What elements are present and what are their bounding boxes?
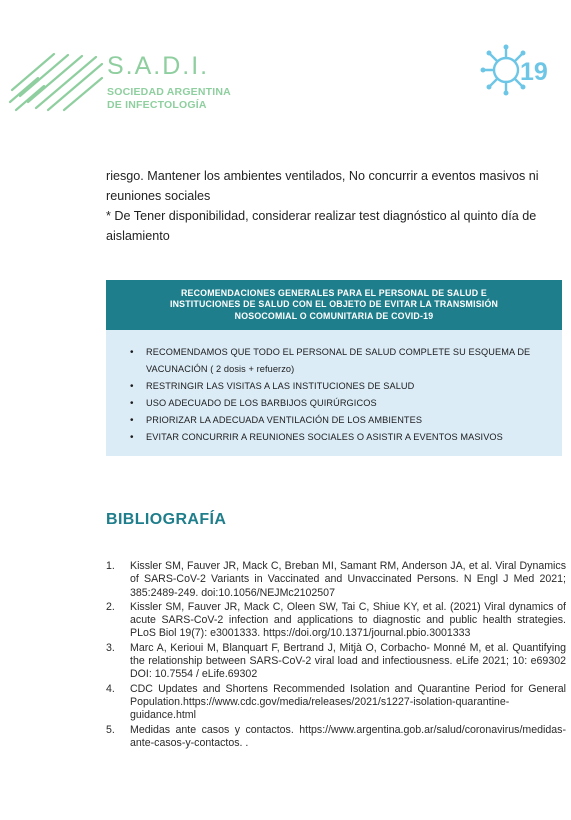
- recommendations-box: [106, 280, 562, 456]
- recommendations-title-line2: INSTITUCIONES DE SALUD CON EL OBJETO DE EVITAR LA TRANSMISIÓN: [169, 299, 499, 310]
- recommendation-item: [130, 344, 552, 378]
- sadi-logo-icon: [8, 50, 104, 116]
- entry-number: 3.: [106, 641, 115, 654]
- recommendations-title: [170, 288, 498, 323]
- entry-text: Medidas ante casos y contactos. https://www.argentina.gob.ar/salud/coronavirus/medidas-ante-casos-y-contactos. .: [130, 723, 566, 749]
- recommendations-title-line1: RECOMENDACIONES GENERALES PARA EL PERSONAL DE SALUD E: [181, 287, 487, 298]
- recommendations-header: [106, 280, 562, 330]
- recommendation-text: USO ADECUADO DE LOS BARBIJOS QUIRÚRGICOS: [146, 398, 377, 408]
- recommendation-item: [130, 395, 552, 412]
- org-name-line2: DE INFECTOLOGÍA: [107, 99, 207, 111]
- recommendation-text-continued: VACUNACIÓN ( 2 dosis + refuerzo): [146, 364, 295, 374]
- recommendation-item: [130, 378, 552, 395]
- bibliography-list: [106, 560, 566, 751]
- recommendation-text: EVITAR CONCURRIR A REUNIONES SOCIALES O ASISTIR A EVENTOS MASIVOS: [146, 432, 503, 442]
- entry-text: CDC Updates and Shortens Recommended Isolation and Quarantine Period for General Population.https://www.cdc.gov/media/releases/2021/s1227-isolation-quarantine-guidance.html: [130, 682, 566, 722]
- intro-text: [106, 166, 571, 246]
- covid-badge-number: 19: [520, 58, 548, 86]
- bibliography-entry: [106, 560, 566, 600]
- entry-number: 5.: [106, 723, 115, 736]
- bullet-icon: •: [130, 432, 134, 443]
- entry-number: 4.: [106, 682, 115, 695]
- recommendations-title-line3: NOSOCOMIAL O COMUNITARIA DE COVID-19: [234, 310, 434, 321]
- org-name: [107, 86, 231, 112]
- recommendation-text: RESTRINGIR LAS VISITAS A LAS INSTITUCIONES DE SALUD: [146, 381, 415, 391]
- intro-line3: * De Tener disponibilidad, considerar realizar test diagnóstico al quinto día de: [106, 209, 537, 223]
- bibliography-entry: [106, 724, 566, 751]
- bullet-icon: •: [130, 347, 134, 358]
- bibliography-entry: [106, 683, 566, 723]
- recommendation-item: [130, 412, 552, 429]
- recommendation-text: PRIORIZAR LA ADECUADA VENTILACIÓN DE LOS AMBIENTES: [146, 415, 423, 425]
- bullet-icon: •: [130, 381, 134, 392]
- bibliography-entry: [106, 601, 566, 641]
- entry-number: 2.: [106, 600, 115, 613]
- org-acronym: S.A.D.I.: [107, 52, 210, 80]
- covid19-virus-icon: [480, 44, 570, 96]
- bullet-icon: •: [130, 398, 134, 409]
- intro-line1: riesgo. Mantener los ambientes ventilados, No concurrir a eventos masivos ni: [106, 169, 539, 183]
- entry-text: Kissler SM, Fauver JR, Mack C, Oleen SW, Tai C, Shiue KY, et al. (2021) Viral dynamics of acute SARS-CoV-2 infection and applications to diagnostic and public health strategies. PLoS Biol 19(7): e3001333. https://doi.org/10.1371/journal.pbio.3001333: [130, 600, 566, 640]
- recommendation-item: [130, 429, 552, 446]
- entry-number: 1.: [106, 560, 115, 572]
- bullet-icon: •: [130, 415, 134, 426]
- bibliography-title: BIBLIOGRAFÍA: [106, 511, 227, 528]
- bibliography-entry: [106, 642, 566, 682]
- intro-line4: aislamiento: [106, 229, 170, 243]
- recommendations-list: [106, 330, 562, 446]
- entry-text: Kissler SM, Fauver JR, Mack C, Breban MI, Samant RM, Anderson JA, et al. Viral Dynamics of SARS-CoV-2 Variants in Vaccinated and Unvaccinated Persons. N Engl J Med 2021; 385:2489-249. doi:10.1056/NEJMc2102507: [130, 560, 566, 599]
- recommendation-text: RECOMENDAMOS QUE TODO EL PERSONAL DE SALUD COMPLETE SU ESQUEMA DE: [146, 347, 531, 357]
- entry-text: Marc A, Kerioui M, Blanquart F, Bertrand J, Mitjà O, Corbacho- Monné M, et al. Quantifying the relationship between SARS-CoV-2 viral load and infectiousness. eLife 2021; 10: e69302 DOI: 10.7554 / eLife.69302: [130, 641, 566, 681]
- intro-line2: reuniones sociales: [106, 189, 211, 203]
- org-name-line1: SOCIEDAD ARGENTINA: [107, 86, 231, 98]
